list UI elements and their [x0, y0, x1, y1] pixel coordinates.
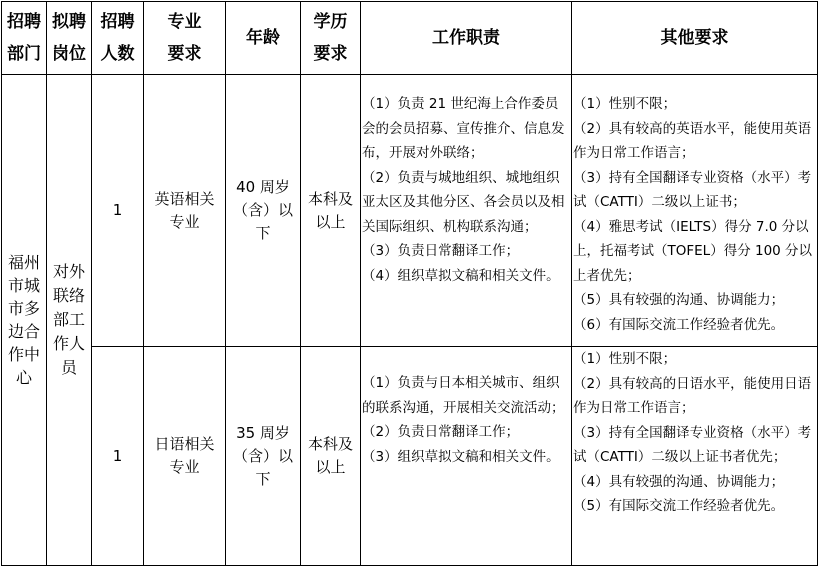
header-count-line-1: 招聘 [100, 12, 135, 32]
table-row [2, 75, 818, 347]
duty-item: （4）组织草拟文稿和相关文件。 [362, 267, 560, 284]
age-line: （含）以 [232, 446, 293, 465]
age-line: （含）以 [232, 201, 293, 219]
other-requirements-cell [572, 75, 818, 347]
post-cell: 对外联络部工作人员 [47, 75, 92, 566]
duty-item: （3）组织草拟文稿和相关文件。 [362, 448, 560, 465]
department-cell: 福州市城市多边合作中心 [2, 75, 47, 566]
major-cell [144, 75, 226, 347]
age-line: 35 周岁 [236, 423, 290, 442]
header-post-line-2: 岗位 [52, 44, 86, 64]
header-dept-line-1: 招聘 [7, 12, 41, 32]
header-major [144, 2, 226, 75]
duty-item: （3）负责日常翻译工作； [362, 243, 520, 259]
requirement-item: （4）雅思考试（IELTS）得分 7.0 分以上，托福考试（TOFEL）得分 100 分以上者优先； [573, 218, 813, 284]
header-dept-line-2: 部门 [7, 44, 41, 64]
requirement-item: （6）有国际交流工作经验者优先。 [573, 316, 785, 333]
header-post-line-1: 拟聘 [52, 12, 86, 32]
other-requirements-cell [572, 347, 818, 566]
requirement-item: （1）性别不限； [573, 351, 677, 367]
header-education [301, 2, 361, 75]
duty-item: （1）负责与日本相关城市、组织的联系沟通，开展相关交流活动； [362, 375, 565, 416]
major-cell [144, 347, 226, 566]
recruitment-table [1, 1, 818, 566]
header-age: 年龄 [226, 2, 301, 75]
education-cell [301, 347, 361, 566]
header-other-requirements: 其他要求 [572, 2, 818, 75]
requirement-item: （5）具有较强的沟通、协调能力； [573, 292, 785, 308]
age-cell [226, 347, 301, 566]
major-line: 英语相关 [154, 189, 215, 208]
header-major-line-2: 要求 [167, 44, 202, 64]
duty-item: （2）负责日常翻译工作； [362, 424, 520, 440]
header-education-line-1: 学历 [313, 12, 348, 32]
header-count [92, 2, 144, 75]
header-post [47, 2, 92, 75]
age-cell [226, 75, 301, 347]
duties-cell [361, 347, 572, 566]
requirement-item: （3）持有全国翻译专业资格（水平）考试（CATTI）二级以上证书； [573, 169, 812, 210]
education-line: 本科及 [307, 189, 353, 208]
header-dept [2, 2, 47, 75]
count-cell: 1 [92, 75, 144, 347]
header-row [2, 2, 818, 75]
requirement-item: （3）持有全国翻译专业资格（水平）考试（CATTI）二级以上证书者优先； [573, 424, 812, 465]
requirement-item: （5）有国际交流工作经验者优先。 [573, 498, 785, 514]
major-line: 专业 [169, 212, 200, 231]
duty-item: （2）负责与城地组织、城地组织亚太区及其他分区、各会员以及相关国际组织、机构联系沟通； [362, 169, 565, 235]
header-duties: 工作职责 [361, 2, 572, 75]
table-row [2, 347, 818, 566]
recruitment-table-container [1, 1, 817, 565]
requirement-item: （1）性别不限； [573, 96, 677, 112]
header-major-line-1: 专业 [167, 12, 202, 32]
duty-item: （1）负责 21 世纪海上合作委员会的会员招募、宣传推介、信息发布，开展对外联络； [362, 96, 565, 161]
duties-cell [361, 75, 572, 347]
education-line: 以上 [315, 458, 346, 476]
major-line: 专业 [169, 458, 200, 476]
age-line: 下 [255, 224, 271, 242]
age-line: 40 周岁 [236, 178, 290, 196]
count-cell: 1 [92, 347, 144, 566]
major-line: 日语相关 [154, 435, 215, 453]
header-education-line-2: 要求 [313, 44, 348, 64]
age-line: 下 [255, 469, 271, 488]
requirement-item: （4）具有较强的沟通、协调能力； [573, 473, 785, 490]
header-count-line-2: 人数 [100, 44, 135, 64]
education-line: 以上 [315, 212, 346, 231]
education-cell [301, 75, 361, 347]
education-line: 本科及 [307, 435, 353, 453]
requirement-item: （2）具有较高的日语水平，能使用日语作为日常工作语言； [573, 375, 812, 416]
requirement-item: （2）具有较高的英语水平，能使用英语作为日常工作语言； [573, 120, 812, 161]
